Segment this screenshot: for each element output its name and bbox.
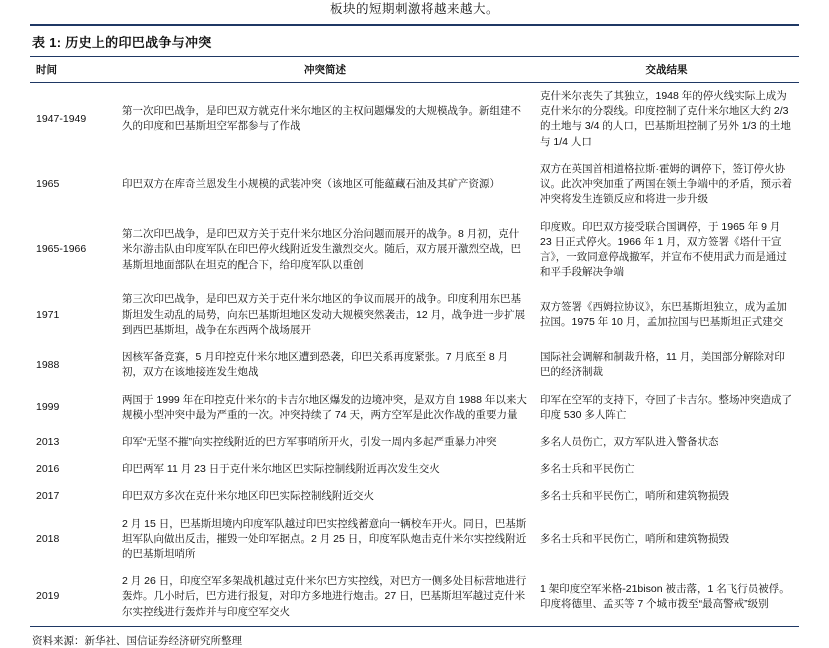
- table-row: [30, 214, 799, 287]
- cell-description: 印巴两军 11 月 23 日于克什米尔地区巴实际控制线附近再次发生交火: [122, 463, 440, 476]
- cell-result: 双方签署《西姆拉协议》，东巴基斯坦独立，成为孟加拉国。1975 年 10 月，孟加拉国与巴基斯坦正式建交: [540, 301, 787, 329]
- table-row: [30, 344, 799, 386]
- table-row: [30, 156, 799, 214]
- table-row: [30, 568, 799, 626]
- cell-time: 1947-1949: [36, 112, 87, 125]
- cell-result: 克什米尔丧失了其独立，1948 年的停火线实际上成为克什米尔的分裂线。印度控制了克什米尔地区大约 2/3 的土地与 3/4 的人口，巴基斯坦控制了另外 1/3 的土地与 1/4 人口: [540, 90, 791, 148]
- table-row: [30, 387, 799, 429]
- cell-description: 两国于 1999 年在印控克什米尔的卡吉尔地区爆发的边境冲突，是双方自 1988 年以来大规模小型冲突中最为严重的一次。冲突持续了 74 天，两方空军是此次作战的重要力量: [122, 393, 527, 421]
- cell-result: 印度败。印巴双方接受联合国调停，于 1965 年 9 月 23 日正式停火。1966 年 1 月，双方签署《塔什干宣言》，一致同意停战撤军，并宣布不使用武力而是通过和平手段解决争端: [540, 220, 787, 279]
- cell-description: 因核军备竞赛，5 月印控克什米尔地区遭到恐袭，印巴关系再度紧张。7 月底至 8 月初，双方在该地接连发生炮战: [122, 351, 509, 379]
- cell-description: 印巴双方在库奇兰恩发生小规模的武装冲突（该地区可能蕴藏石油及其矿产资源）: [122, 178, 500, 191]
- cell-description: 2 月 15 日，巴基斯坦境内印度军队越过印巴实控线蓄意向一辆校车开火。同日，巴基斯坦军队向做出反击，摧毁一处印军据点。2 月 25 日，印度军队炮击克什米尔实控线附近的巴基斯坦哨所: [122, 517, 527, 561]
- cell-time: 2016: [36, 463, 60, 476]
- cell-time: 2018: [36, 532, 60, 545]
- cell-description: 第二次印巴战争，是印巴双方关于克什米尔地区分治问题而展开的战争。8 月初，克什米尔游击队由印度军队在印巴停火线附近发生激烈交火。随后，双方展开激烈空战，巴基斯坦地面部队在坦克的配合下，给印度军队以重创: [122, 228, 521, 271]
- cell-result: 国际社会调解和制裁升格，11 月，美国部分解除对印巴的经济制裁: [540, 351, 785, 379]
- cell-result: 多名人员伤亡，双方军队进入警备状态: [540, 435, 719, 448]
- cell-description: 印军“无坚不摧”向实控线附近的巴方军事哨所开火，引发一周内多起严重暴力冲突: [122, 435, 497, 448]
- cell-time: 1988: [36, 358, 60, 371]
- table-header-row: [30, 57, 799, 83]
- table-row: [30, 83, 799, 156]
- cell-time: 1999: [36, 401, 60, 414]
- page-top-paragraph: 板块的短期刺激将越来越大。: [329, 2, 499, 16]
- cell-result: 多名士兵和平民伤亡，哨所和建筑物损毁: [540, 490, 729, 503]
- column-header-description: 冲突简述: [116, 57, 534, 83]
- conflict-table: [30, 57, 799, 626]
- cell-description: 印巴双方多次在克什米尔地区印巴实际控制线附近交火: [122, 490, 374, 503]
- table-row: [30, 511, 799, 569]
- cell-description: 第三次印巴战争，是印巴双方关于克什米尔地区的争议而展开的战争。印度利用东巴基斯坦发生动乱的局势，向东巴基斯坦地区发动大规模突然袭击，12 月，战争进一步扩展到西巴基斯坦，战争在东西两个战场展开: [122, 293, 526, 336]
- cell-time: 2017: [36, 490, 60, 503]
- table-row: [30, 286, 799, 344]
- table-row: [30, 456, 799, 483]
- table-source-note: 资料来源：新华社、国信证券经济研究所整理: [30, 626, 799, 648]
- cell-time: 1971: [36, 308, 60, 321]
- cell-time: 2019: [36, 590, 60, 603]
- table-container: [30, 57, 799, 626]
- cell-result: 多名士兵和平民伤亡，哨所和建筑物损毁: [540, 532, 729, 545]
- table-header: [30, 57, 799, 83]
- cell-time: 1965-1966: [36, 243, 87, 256]
- cell-description: 2 月 26 日，印度空军多架战机越过克什米尔巴方实控线，对巴方一侧多处目标营地进行轰炸。几小时后，巴方进行报复，对印方多地进行炮击。27 日，巴基斯坦军越过克什米尔实控线进行轰炸并与印度空军交火: [122, 575, 527, 618]
- cell-result: 双方在英国首相道格拉斯·霍姆的调停下，签订停火协议。此次冲突加重了两国在领土争端中的矛盾，预示着冲突将发生连锁反应和将进一步升级: [540, 162, 792, 206]
- cell-result: 印军在空军的支持下，夺回了卡吉尔。整场冲突造成了印度 530 多人阵亡: [540, 393, 792, 421]
- table-body: [30, 83, 799, 626]
- cell-description: 第一次印巴战争，是印巴双方就克什米尔地区的主权问题爆发的大规模战争。新组建不久的印度和巴基斯坦空军都参与了作战: [122, 105, 521, 133]
- column-header-time: 时间: [30, 57, 116, 83]
- table-title: 表 1: 历史上的印巴战争与冲突: [30, 24, 799, 57]
- cell-time: 1965: [36, 178, 60, 191]
- cell-time: 2013: [36, 435, 60, 448]
- cell-result: 1 架印度空军米格-21bison 被击落，1 名飞行员被俘。印度将德里、孟买等 7 个城市拨至“最高警戒”级别: [540, 582, 790, 611]
- table-row: [30, 483, 799, 510]
- table-row: [30, 429, 799, 456]
- column-header-result: 交战结果: [534, 57, 799, 83]
- cell-result: 多名士兵和平民伤亡: [540, 463, 635, 476]
